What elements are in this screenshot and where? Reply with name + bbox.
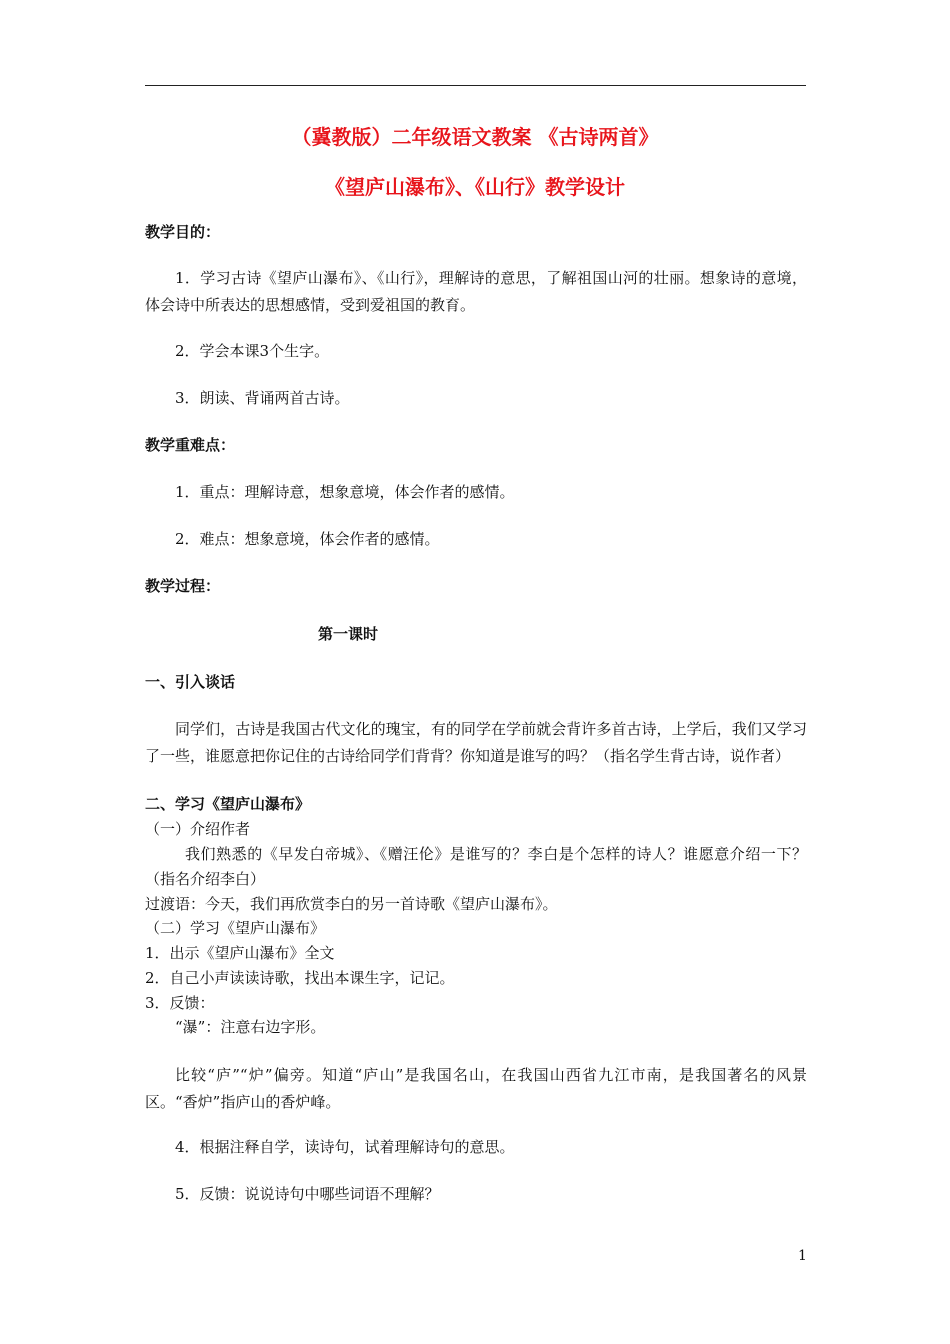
header-rule	[145, 85, 806, 86]
lesson-heading: 第一课时	[318, 625, 379, 643]
part1-heading: 一、引入谈话	[145, 673, 236, 691]
goal-item-3: 3．朗读、背诵两首古诗。	[175, 389, 350, 407]
document-title: （冀教版）二年级语文教案 《古诗两首》	[291, 125, 659, 149]
transition-text: 过渡语：今天，我们再欣赏李白的另一首诗歌《望庐山瀑布》。	[145, 895, 558, 913]
sub1-heading: （一）介绍作者	[145, 820, 251, 838]
keypoint-item-1: 1．重点：理解诗意，想象意境，体会作者的感情。	[175, 483, 515, 501]
step-4: 4．根据注释自学，读诗句，试着理解诗句的意思。	[175, 1138, 515, 1156]
step-2: 2．自己小声读读诗歌，找出本课生字，记记。	[145, 969, 455, 987]
process-heading: 教学过程：	[145, 577, 221, 595]
goals-heading: 教学目的：	[145, 223, 221, 241]
goal-item-1: 1．学习古诗《望庐山瀑布》、《山行》，理解诗的意思，了解祖国山河的壮丽。想象诗的意境，体会诗中所表达的思想感情，受到爱祖国的教育。	[145, 269, 807, 314]
compare-text: 比较“庐”“炉”偏旁。知道“庐山”是我国名山，在我国山西省九江市南，是我国著名的风景区。“香炉”指庐山的香炉峰。	[145, 1066, 807, 1111]
step-5: 5．反馈：说说诗句中哪些词语不理解？	[175, 1185, 440, 1203]
part1-text: 同学们，古诗是我国古代文化的瑰宝，有的同学在学前就会背许多首古诗，上学后，我们又学习了一些，谁愿意把你记住的古诗给同学们背背？你知道是谁写的吗？（指名学生背古诗，说作者）	[145, 720, 807, 765]
sub1-text: 我们熟悉的《早发白帝城》、《赠汪伦》是谁写的？李白是个怎样的诗人？谁愿意介绍一下？（指名介绍李白）	[145, 845, 807, 888]
step-1: 1．出示《望庐山瀑布》全文	[145, 944, 335, 962]
page-number: 1	[798, 1248, 807, 1264]
step-3: 3．反馈：	[145, 994, 215, 1012]
sub2-heading: （二）学习《望庐山瀑布》	[145, 919, 326, 937]
keypoint-item-2: 2．难点：想象意境，体会作者的感情。	[175, 530, 440, 548]
note-pu: “瀑”：注意右边字形。	[175, 1018, 326, 1036]
document-subtitle: 《望庐山瀑布》、《山行》教学设计	[325, 175, 625, 199]
keypoints-heading: 教学重难点：	[145, 436, 236, 454]
part2-heading: 二、学习《望庐山瀑布》	[145, 795, 311, 813]
goal-item-2: 2．学会本课3个生字。	[175, 342, 330, 360]
